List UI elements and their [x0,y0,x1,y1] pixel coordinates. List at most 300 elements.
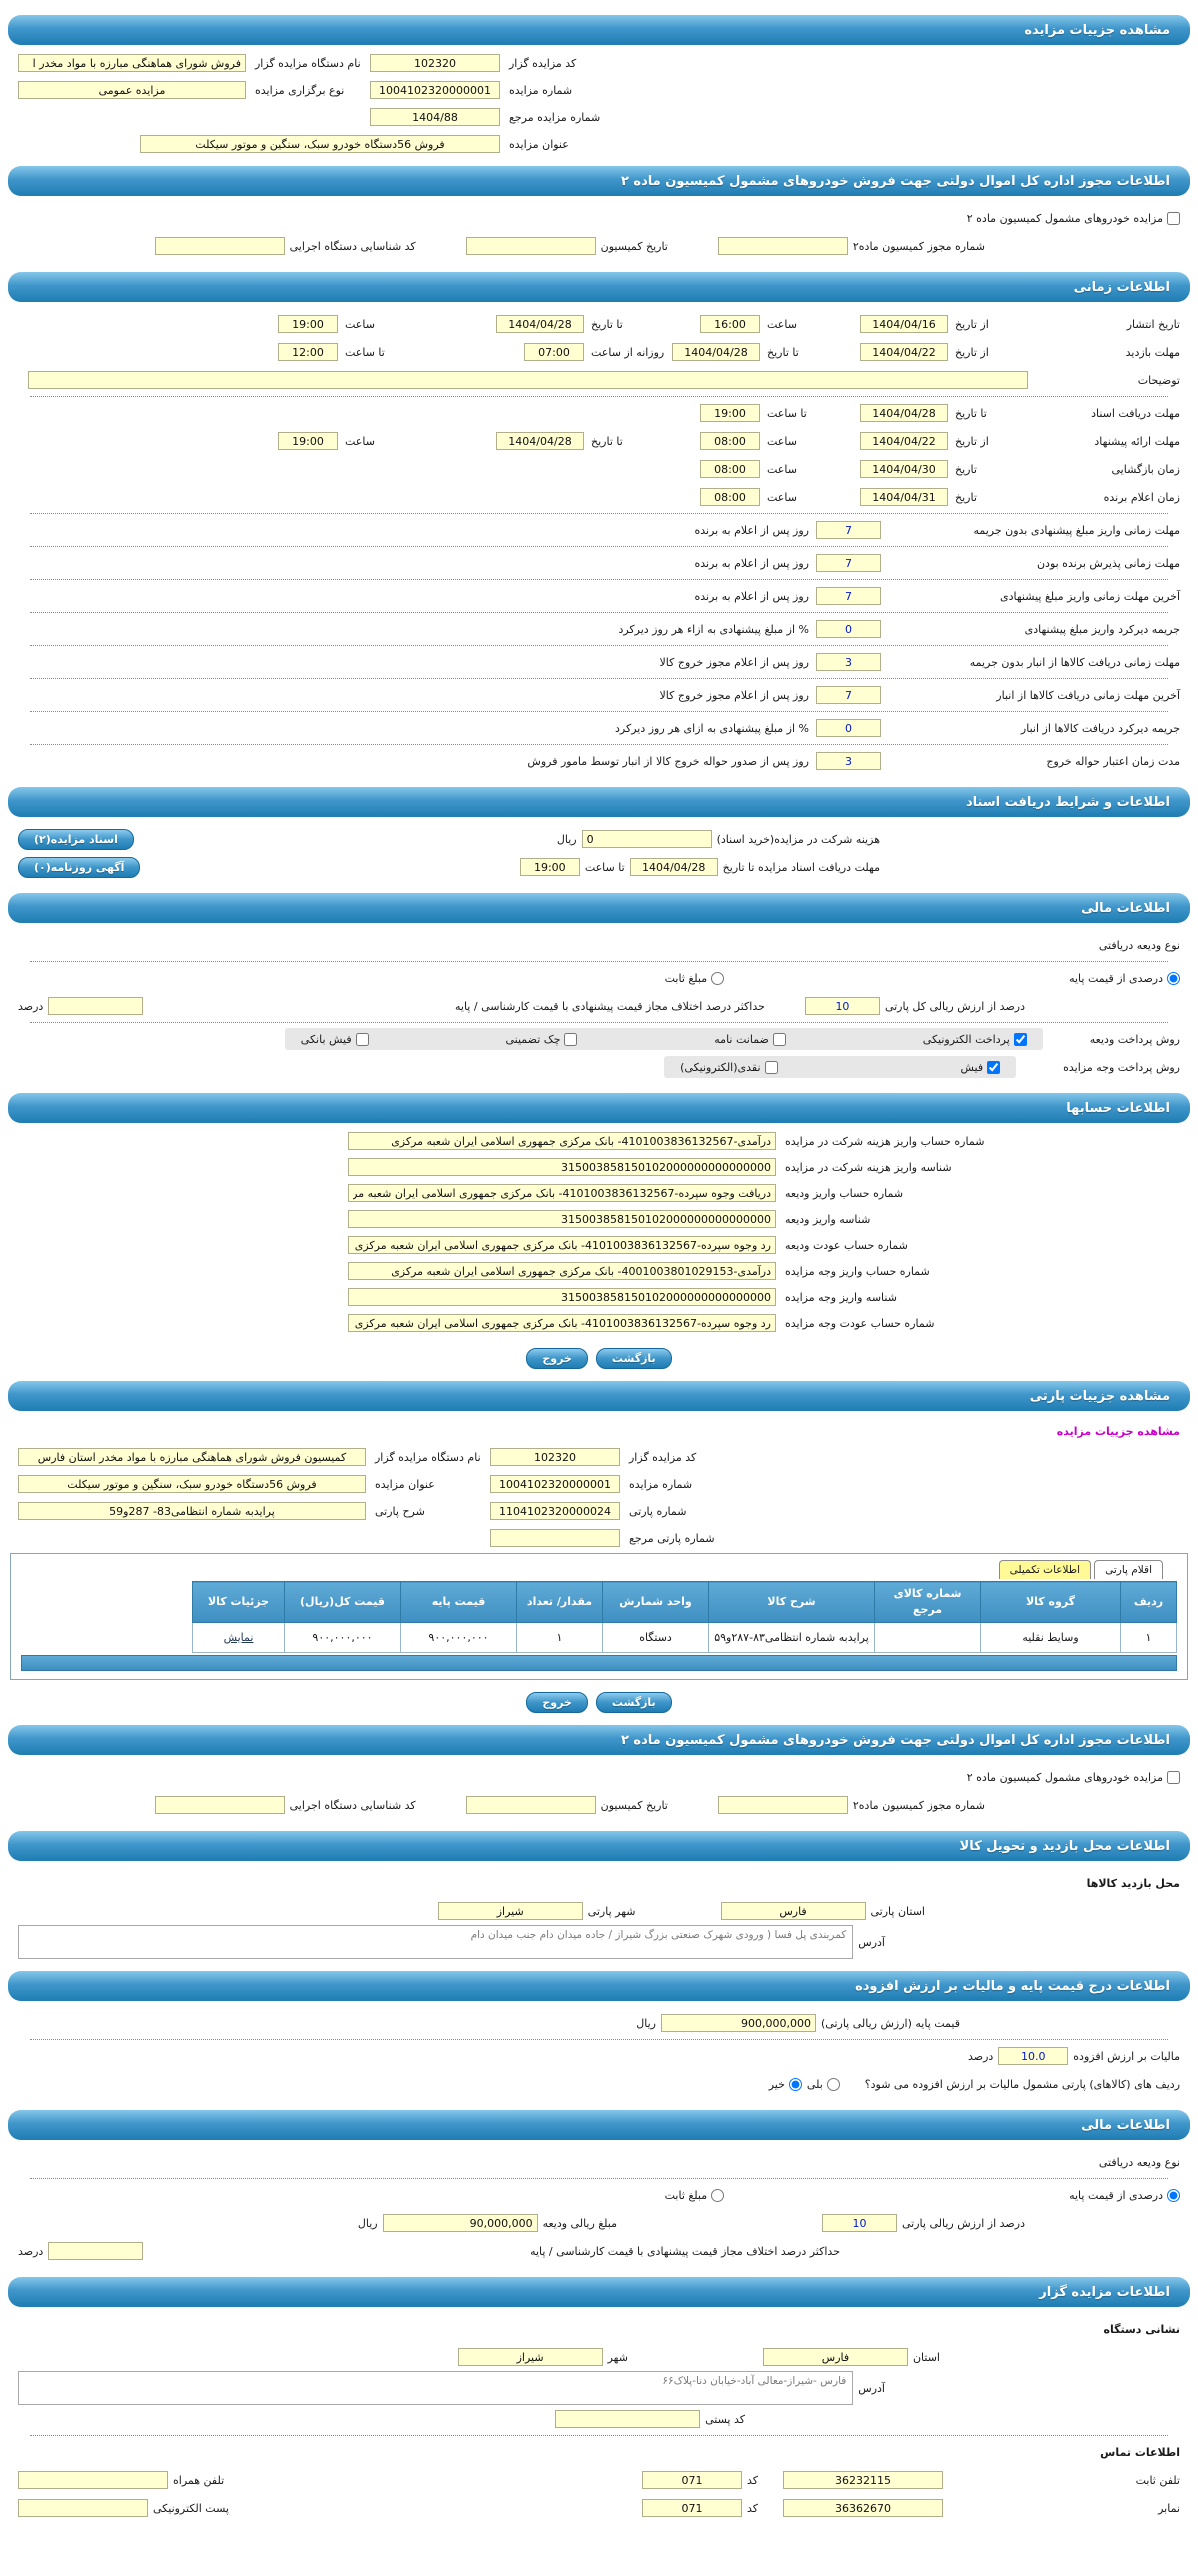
visit-daily-from-label: روزانه از ساعت [591,345,665,359]
newspaper-ads-button[interactable]: آگهی روزنامه(۰) [18,857,140,878]
permit-number-label-2: شماره مجوز کمیسیون ماده۲ [852,1798,985,1812]
account-row-input[interactable] [348,1132,776,1150]
opening-date-label: تاریخ [955,462,977,476]
auction-type-input[interactable] [18,81,246,99]
publish-to-hour-label: ساعت [345,317,375,331]
deposit-percent-option [1069,972,1180,985]
duration-suffix: % از مبلغ پیشنهادی به ازاء هر روز دیرکرد [618,622,809,636]
duration-suffix: روز پس از اعلام به برنده [694,556,809,570]
landline-code-label: کد [746,2473,758,2487]
auction-number-label: شماره مزایده [509,83,573,97]
contact-info-subheader: اطلاعات تماس [1100,2445,1180,2459]
party-financial-section [8,2145,1190,2268]
max-price-diff-input[interactable] [48,997,143,1015]
participation-fee-label: هزینه شرکت در مزایده(خرید اسناد) [716,832,880,846]
cell-goods-description: پرایدبه شماره انتظامی۸۳-۲۸۷و۵۹ [709,1622,875,1653]
auction-title-label: عنوان مزایده [509,137,569,151]
auction-code-input[interactable] [370,54,500,72]
duration-suffix: % از مبلغ پیشنهادی به ازای هر روز دیرکرد [615,721,809,735]
notes-row [18,366,1180,394]
duration-suffix: روز پس از اعلام مجوز خروج کالا [659,655,809,669]
party-description-label: شرح پارتی [375,1504,425,1518]
party-deposit-percent-option-label: درصدی از قیمت پایه [1069,2188,1163,2202]
duration-row [18,516,1180,544]
party-city-label: شهر پارتی [587,1904,636,1918]
permit-header-2: اطلاعات مجوز اداره کل اموال دولتی جهت فروش خودروهای مشمول کمیسیون ماده ۲ [8,1725,1190,1755]
cash-electronic-label: نقدی(الکترونیکی) [680,1060,761,1074]
deposit-percent-label: درصد از ارزش ریالی کل پارتی [884,999,1025,1013]
article2-checkbox-label: مزایده خودروهای مشمول کمیسیون ماده ۲ [966,211,1163,225]
divider [30,612,1168,613]
account-row-input[interactable] [348,1288,776,1306]
cell-count-unit: دستگاه [603,1622,709,1653]
participation-fee-input[interactable] [582,830,712,848]
party-deposit-percent-option [1069,2189,1180,2202]
divider [30,579,1168,580]
email-input[interactable] [18,2499,148,2517]
vat-input[interactable] [998,2047,1068,2065]
exit-button-2[interactable]: خروج [526,1692,588,1713]
publish-from-time-input[interactable] [700,315,760,333]
max-price-diff-label: حداکثر درصد اختلاف مجاز قیمت پیشنهادی با قیمت کارشناسی / پایه [455,999,765,1013]
back-button[interactable]: بازگشت [596,1348,672,1369]
party-tabs [21,1560,1177,1579]
divider [30,2178,1168,2179]
duration-value-input[interactable] [816,521,881,539]
duration-value-input[interactable] [816,653,881,671]
visit-location-subheader: محل بازدید کالاها [1086,1876,1180,1890]
party-max-price-diff-input[interactable] [48,2242,143,2260]
slip-label: فیش [960,1060,984,1074]
account-row-input[interactable] [348,1158,776,1176]
pricing-section [8,2006,1190,2101]
account-row-input[interactable] [348,1210,776,1228]
auctioneer-section [8,2312,1190,2525]
location-header: اطلاعات محل بازدید و تحویل کالا [8,1831,1190,1861]
timing-section [8,307,1190,778]
party-province-input[interactable] [721,1902,866,1920]
permit-header-1: اطلاعات مجوز اداره کل اموال دولتی جهت فروش خودروهای مشمول کمیسیون ماده ۲ [8,166,1190,196]
landline-code-input[interactable] [642,2471,742,2489]
publish-to-date-input[interactable] [496,315,584,333]
docs-receive-deadline-hour-label: تا ساعت [584,860,625,874]
party-number-input[interactable] [490,1502,620,1520]
base-price-unit-label: ریال [636,2016,656,2030]
org-province-input[interactable] [763,2348,908,2366]
party-address-input[interactable]: کمربندی پل فسا ( ورودی شهرک صنعتی بزرگ شیراز / جاده میدان دام جنب میدان دام [18,1925,853,1959]
divider [30,546,1168,547]
docs-to-date-label: تا تاریخ [955,406,987,420]
party-description-input[interactable] [18,1502,366,1520]
divider [30,2039,1168,2040]
certified-check-checkbox[interactable] [564,1033,577,1046]
org-city-input[interactable] [458,2348,603,2366]
divider [30,2435,1168,2436]
party-auction-number-label: شماره مزایده [629,1477,693,1491]
org-city-label: شهر [607,2350,628,2364]
action-buttons-top [8,1348,1190,1369]
view-auction-details-link[interactable]: مشاهده جزییات مزایده [1056,1424,1180,1438]
duration-label: مدت زمان اعتبار حواله خروج [1046,754,1180,768]
permit-number-label: شماره مجوز کمیسیون ماده۲ [852,239,985,253]
account-row-input[interactable] [348,1314,776,1332]
auction-number-input[interactable] [370,81,500,99]
winner-hour-label: ساعت [767,490,797,504]
org-address-subheader: نشانی دستگاه [1103,2322,1180,2336]
docs-to-time-input[interactable] [700,404,760,422]
accounts-section [8,1128,1190,1336]
col-goods-description: شرح کالا [709,1582,875,1623]
duration-suffix: روز پس از اعلام به برنده [694,589,809,603]
deposit-percent-option-label: درصدی از قیمت پایه [1069,971,1163,985]
duration-label: آخرین مهلت زمانی دریافت کالاها از انبار [996,688,1180,702]
party-org-label: نام دستگاه مزایده گزار [375,1450,481,1464]
documents-section [8,822,1190,884]
guarantee-option [714,1033,786,1046]
duration-value-input[interactable] [816,554,881,572]
divider [30,396,1168,397]
duration-value-input[interactable] [816,587,881,605]
documents-header: اطلاعات و شرایط دریافت اسناد [8,787,1190,817]
publish-label: تاریخ انتشار [1126,317,1180,331]
party-auction-code-input[interactable] [490,1448,620,1466]
publish-from-hour-label: ساعت [767,317,797,331]
offer-from-date-label: از تاریخ [955,434,989,448]
winner-date-label: تاریخ [955,490,977,504]
certified-check-option [505,1033,577,1046]
deposit-amount-unit-label: ریال [357,2216,378,2230]
tab-party-items[interactable]: اقلام پارتی [1094,1560,1163,1579]
cash-electronic-checkbox[interactable] [765,1061,778,1074]
auction-ref-input[interactable] [370,108,500,126]
financial-header: اطلاعات مالی [8,893,1190,923]
vat-yes-option [807,2078,840,2091]
visit-from-date-input[interactable] [860,343,948,361]
permit-section-2 [8,1760,1190,1822]
guarantee-checkbox[interactable] [773,1033,786,1046]
certified-check-label: چک تضمینی [505,1032,561,1046]
winner-announce-row [18,483,1180,511]
deposit-type-label: نوع ودیعه دریافتی [1098,938,1180,952]
cell-quantity: ۱ [517,1622,603,1653]
duration-value-input[interactable] [816,686,881,704]
duration-value-input[interactable] [816,620,881,638]
commission-date-label-2: تاریخ کمیسیون [600,1798,668,1812]
article2-checkbox-2[interactable] [1167,1771,1180,1784]
account-row-label: شناسه واریز هزینه شرکت در مزایده [785,1160,952,1174]
org-province-label: استان [912,2350,940,2364]
offer-label: مهلت ارائه پیشنهاد [1094,434,1180,448]
duration-value-input[interactable] [816,719,881,737]
vat-yes-radio[interactable] [827,2078,840,2091]
party-city-input[interactable] [438,1902,583,1920]
email-label: پست الکترونیکی [153,2501,229,2515]
auction-code-label: کد مزایده گزار [509,56,577,70]
visit-label: مهلت بازدید [1125,345,1180,359]
opening-date-input[interactable] [860,460,948,478]
guarantee-label: ضمانت نامه [714,1032,769,1046]
party-deposit-fixed-radio[interactable] [711,2189,724,2202]
slip-checkbox[interactable] [987,1061,1000,1074]
item-details-link[interactable]: نمایش [223,1630,254,1644]
article2-checkbox-label-2: مزایده خودروهای مشمول کمیسیون ماده ۲ [966,1770,1163,1784]
account-row-label: شماره حساب واریز وجه مزایده [785,1264,930,1278]
party-details-header: مشاهده جزییات پارتی [8,1381,1190,1411]
article2-checkbox[interactable] [1167,212,1180,225]
winner-time-input[interactable] [700,488,760,506]
party-deposit-percent-radio[interactable] [1167,2189,1180,2202]
col-goods-group: گروه کالا [981,1582,1121,1623]
publish-from-date-input[interactable] [860,315,948,333]
cash-electronic-option [680,1061,777,1074]
docs-receive-deadline-label: مهلت دریافت اسناد مزایده تا تاریخ [722,860,880,874]
mobile-input[interactable] [18,2471,168,2489]
visit-to-date-input[interactable] [672,343,760,361]
executive-org-id-label: کد شناسایی دستگاه اجرایی [289,239,416,253]
duration-suffix: روز پس از صدور حواله خروج کالا از انبار توسط مامور فروش [527,754,809,768]
vat-label: مالیات بر ارزش افزوده [1073,2049,1180,2063]
vat-no-label: خیر [768,2077,785,2091]
offer-to-date-input[interactable] [496,432,584,450]
offer-period-row [18,427,1180,455]
visit-to-time-input[interactable] [278,343,338,361]
offer-from-hour-label: ساعت [767,434,797,448]
party-province-label: استان پارتی [870,1904,925,1918]
party-items-table [192,1581,1177,1653]
account-row-label: شماره حساب واریز هزینه شرکت در مزایده [785,1134,985,1148]
winner-label: زمان اعلام برنده [1103,490,1180,504]
fax-code-label: کد [746,2501,758,2515]
party-details-section [8,1416,1190,1446]
deposit-fixed-option-label: مبلغ ثابت [664,971,708,985]
opening-label: زمان بازگشایی [1111,462,1180,476]
article2-option-2 [967,1771,1180,1784]
cell-total-price: ۹۰۰,۰۰۰,۰۰۰ [285,1622,401,1653]
duration-row [18,582,1180,610]
party-deposit-percent-input[interactable] [822,2214,897,2232]
opening-hour-label: ساعت [767,462,797,476]
docs-deadline-label: مهلت دریافت اسناد [1091,406,1180,420]
party-financial-header: اطلاعات مالی [8,2110,1190,2140]
party-deposit-fixed-option [665,2189,724,2202]
duration-label: مهلت زمانی واریز مبلغ پیشنهادی بدون جریمه [973,523,1180,537]
financial-section [8,928,1190,1084]
duration-row [18,681,1180,709]
party-max-price-diff-label: حداکثر درصد اختلاف مجاز قیمت پیشنهادی با قیمت کارشناسی / پایه [530,2244,840,2258]
account-row-label: شماره حساب واریز ودیعه [785,1186,904,1200]
fax-code-input[interactable] [642,2499,742,2517]
electronic-payment-option [923,1033,1027,1046]
party-deposit-percent-label: درصد از ارزش ریالی پارتی [902,2216,1025,2230]
docs-to-date-input[interactable] [860,404,948,422]
bank-slip-label: فیش بانکی [300,1032,352,1046]
visit-from-time-input[interactable] [524,343,584,361]
vat-no-option [769,2078,802,2091]
vat-question-label: ردیف های (کالاهای) پارتی مشمول مالیات بر ارزش افزوده می شود؟ [864,2077,1180,2091]
auction-title-input[interactable] [140,135,500,153]
visit-to-date-label: تا تاریخ [767,345,799,359]
org-address-input[interactable]: فارس -شیراز-معالی آباد-خیابان دنا-پلاک۶۶ [18,2371,853,2405]
opening-time-row [18,455,1180,483]
article2-option [967,212,1180,225]
deposit-fixed-option [665,972,724,985]
vat-unit-label: درصد [967,2049,994,2063]
postal-code-input[interactable] [555,2410,700,2428]
fax-input[interactable] [783,2499,943,2517]
duration-suffix: روز پس از اعلام به برنده [694,523,809,537]
commission-date-input[interactable] [466,237,596,255]
commission-date-input-2[interactable] [466,1796,596,1814]
deposit-fixed-radio[interactable] [711,972,724,985]
publish-to-date-label: تا تاریخ [591,317,623,331]
executive-org-id-input-2[interactable] [155,1796,285,1814]
pricing-header: اطلاعات درج قیمت پایه و مالیات بر ارزش افزوده [8,1971,1190,2001]
offer-to-date-label: تا تاریخ [591,434,623,448]
payment-method-options [664,1056,1016,1078]
party-auction-title-input[interactable] [18,1475,366,1493]
deposit-percent-radio[interactable] [1167,972,1180,985]
party-items-box [10,1553,1188,1680]
permit-section-1 [8,201,1190,263]
action-buttons-bottom [8,1692,1190,1713]
back-button-2[interactable]: بازگشت [596,1692,672,1713]
deposit-method-options [285,1028,1043,1050]
auction-type-label: نوع برگزاری مزایده [255,83,345,97]
vat-no-radio[interactable] [789,2078,802,2091]
org-address-label: آدرس [858,2381,885,2395]
account-row-input[interactable] [348,1184,776,1202]
divider [30,513,1168,514]
divider [30,678,1168,679]
party-deposit-type-label: نوع ودیعه دریافتی [1098,2155,1180,2169]
tab-additional-info[interactable]: اطلاعات تکمیلی [999,1560,1091,1579]
cell-ref-goods-number [875,1622,981,1653]
divider [30,711,1168,712]
party-number-label: شماره پارتی [629,1504,687,1518]
docs-receive-deadline-time-input[interactable] [520,858,580,876]
auction-ref-label: شماره مزایده مرجع [509,110,601,124]
cell-base-price: ۹۰۰,۰۰۰,۰۰۰ [401,1622,517,1653]
visit-to-hour-label: تا ساعت [345,345,385,359]
percent-unit-label: درصد [18,999,44,1013]
executive-org-id-label-2: کد شناسایی دستگاه اجرایی [289,1798,416,1812]
account-row-label: شماره حساب عودت وجه مزایده [785,1316,935,1330]
slip-option [961,1061,1001,1074]
notes-input[interactable] [28,371,1028,389]
party-auction-title-label: عنوان مزایده [375,1477,435,1491]
bank-slip-option [301,1033,369,1046]
winner-date-input[interactable] [860,488,948,506]
duration-label: مهلت زمانی دریافت کالاها از انبار بدون جریمه [969,655,1180,669]
base-price-input[interactable] [661,2014,816,2032]
visit-from-date-label: از تاریخ [955,345,989,359]
party-auction-number-input[interactable] [490,1475,620,1493]
account-row-label: شناسه واریز وجه مزایده [785,1290,897,1304]
landline-input[interactable] [783,2471,943,2489]
party-auction-code-label: کد مزایده گزار [629,1450,697,1464]
cell-row-number: ۱ [1121,1622,1177,1653]
auctioneer-header: اطلاعات مزایده گزار [8,2277,1190,2307]
deposit-percent-input[interactable] [805,997,880,1015]
duration-label: مهلت زمانی پذیرش برنده بودن [1036,556,1180,570]
party-ref-number-input[interactable] [490,1529,620,1547]
bank-slip-checkbox[interactable] [356,1033,369,1046]
postal-code-label: کد پستی [705,2412,745,2426]
party-percent-unit-label: درصد [18,2244,44,2258]
location-section [8,1866,1190,1962]
col-quantity: مقدار/ تعداد [517,1582,603,1623]
permit-number-input-2[interactable] [718,1796,848,1814]
divider [30,645,1168,646]
fax-label: نمابر [1158,2501,1180,2515]
docs-to-hour-label: تا ساعت [767,406,807,420]
col-base-price: قیمت پایه [401,1582,517,1623]
duration-row [18,714,1180,742]
mobile-label: تلفن همراه [173,2473,225,2487]
duration-value-input[interactable] [816,752,881,770]
divider [30,961,1168,962]
docs-receive-deadline-date-input[interactable] [630,858,718,876]
col-count-unit: واحد شمارش [603,1582,709,1623]
party-ref-number-label: شماره پارتی مرجع [629,1531,715,1545]
opening-time-input[interactable] [700,460,760,478]
duration-row [18,615,1180,643]
publish-to-time-input[interactable] [278,315,338,333]
base-price-label: قیمت پایه (ارزش ریالی پارتی) [821,2016,960,2030]
duration-label: جریمه دیرکرد دریافت کالاها از انبار [1020,721,1180,735]
offer-from-date-input[interactable] [860,432,948,450]
party-fields [8,1446,1190,1549]
party-address-label: آدرس [858,1935,885,1949]
account-row-input[interactable] [348,1262,776,1280]
col-total-price: قیمت کل(ریال) [285,1582,401,1623]
offer-from-time-input[interactable] [700,432,760,450]
payment-method-label: روش پرداخت وجه مزایده [1063,1060,1180,1074]
commission-date-label: تاریخ کمیسیون [600,239,668,253]
cell-goods-group: وسایط نقلیه [981,1622,1121,1653]
auction-details-header: مشاهده جزییات مزایده [8,15,1190,45]
electronic-payment-checkbox[interactable] [1014,1033,1027,1046]
account-row-input[interactable] [348,1236,776,1254]
auction-org-input[interactable] [18,54,246,72]
executive-org-id-input[interactable] [155,237,285,255]
permit-number-input[interactable] [718,237,848,255]
notes-label: توضیحات [1137,373,1180,387]
publish-period-row [18,310,1180,338]
duration-row [18,648,1180,676]
deposit-method-label: روش پرداخت ودیعه [1089,1032,1180,1046]
accounts-header: اطلاعات حسابها [8,1093,1190,1123]
col-goods-details: جزئیات کالا [193,1582,285,1623]
duration-label: جریمه دیرکرد واریز مبلغ پیشنهادی [1024,622,1180,636]
deposit-amount-input[interactable] [383,2214,538,2232]
duration-row [18,549,1180,577]
docs-deadline-row [18,399,1180,427]
auction-documents-button[interactable]: اسناد مزایده(۲) [18,829,134,850]
party-org-input[interactable] [18,1448,366,1466]
offer-to-hour-label: ساعت [345,434,375,448]
duration-suffix: روز پس از اعلام مجوز خروج کالا [659,688,809,702]
publish-from-date-label: از تاریخ [955,317,989,331]
electronic-payment-label: پرداخت الکترونیکی [922,1032,1010,1046]
deposit-amount-label: مبلغ ریالی ودیعه [542,2216,617,2230]
duration-row [18,747,1180,775]
auction-org-label: نام دستگاه مزایده گزار [255,56,361,70]
exit-button[interactable]: خروج [526,1348,588,1369]
vat-yes-label: بلی [806,2077,823,2091]
offer-to-time-input[interactable] [278,432,338,450]
col-ref-goods-number: شماره کالای مرجع [875,1582,981,1623]
